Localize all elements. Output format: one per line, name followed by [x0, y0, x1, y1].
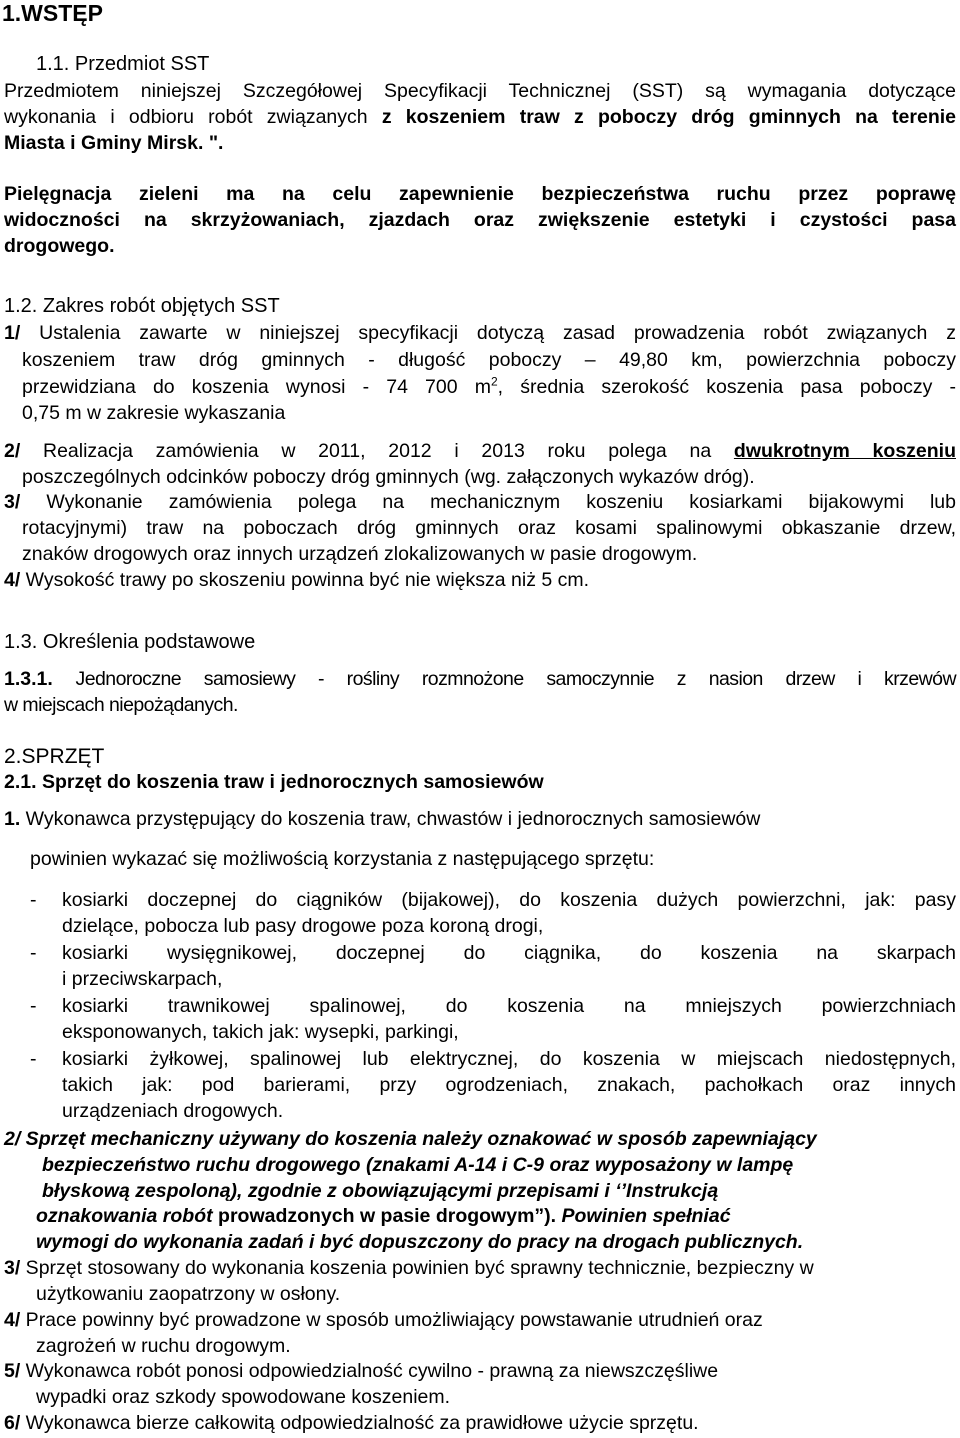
list-item-line: 2/ Sprzęt mechaniczny używany do koszenia należy oznakować w sposób zapewniający [4, 1128, 817, 1150]
list-item-line: 1/ Ustalenia zawarte w niniejszej specyfikacji dotyczą zasad prowadzenia robót związanych z [4, 322, 956, 344]
list-item-line: powinien wykazać się możliwością korzystania z następującego sprzętu: [30, 848, 655, 870]
list-item-line: znaków drogowych oraz innych urządzeń zlokalizowanych w pasie drogowym. [22, 543, 698, 565]
list-item-line: 4/ Prace powinny być prowadzone w sposób umożliwiający powstawanie utrudnień oraz [4, 1309, 763, 1331]
section-heading-wstep: 1.WSTĘP [2, 0, 103, 26]
paragraph-line: Pielęgnacja zieleni ma na celu zapewnienie bezpieczeństwa ruchu przez poprawę [4, 183, 956, 205]
definition-line: w miejscach niepożądanych. [4, 694, 238, 716]
bullet-line: kosiarki doczepnej do ciągników (bijakowej), do koszenia dużych powierzchni, jak: pasy [62, 889, 956, 911]
section-heading-sprzet: 2.SPRZĘT [4, 745, 105, 768]
list-item-line: poszczególnych odcinków poboczy dróg gminnych (wg. załączonych wykazów dróg). [22, 466, 755, 488]
list-item-line: 3/ Wykonanie zamówienia polega na mechanicznym koszeniu kosiarkami bijakowymi lub [4, 491, 956, 513]
bullet-line: kosiarki żyłkowej, spalinowej lub elektrycznej, do koszenia w miejscach niedostępnych, [62, 1048, 956, 1070]
list-item-line: użytkowaniu zaopatrzony w osłony. [36, 1283, 341, 1305]
list-item-line: zagrożeń w ruchu drogowym. [36, 1335, 291, 1357]
subsection-title-sprzet-koszenia: 2.1. Sprzęt do koszenia traw i jednorocznych samosiewów [4, 771, 544, 793]
paragraph-line: Miasta i Gminy Mirsk. ". [4, 132, 224, 154]
list-item-line: 4/ Wysokość trawy po skoszeniu powinna być nie większa niż 5 cm. [4, 569, 590, 591]
list-item-line: błyskową zespoloną), zgodnie z obowiązującymi przepisami i ‘’Instrukcją [42, 1180, 719, 1202]
paragraph-line: widoczności na skrzyżowaniach, zjazdach oraz zwiększenie estetyki i czystości pasa [4, 209, 956, 231]
bullet-dash: - [30, 942, 37, 964]
definition-line: 1.3.1. Jednoroczne samosiewy - rośliny rozmnożone samoczynnie z nasion drzew i krzewów [4, 668, 956, 690]
bullet-line: urządzeniach drogowych. [62, 1100, 284, 1122]
bullet-dash: - [30, 995, 37, 1017]
bullet-line: takich jak: pod barierami, przy ogrodzeniach, znakach, pachołkach oraz innych [62, 1074, 956, 1096]
list-item-line: 0,75 m w zakresie wykaszania [22, 402, 286, 424]
subsection-title-zakres: 1.2. Zakres robót objętych SST [4, 295, 280, 317]
bullet-line: kosiarki wysięgnikowej, doczepnej do ciągnika, do koszenia na skarpach [62, 942, 956, 964]
subsection-title-przedmiot: 1.1. Przedmiot SST [36, 53, 210, 75]
subsection-title-okreslenia: 1.3. Określenia podstawowe [4, 631, 256, 653]
paragraph-line: drogowego. [4, 235, 115, 257]
paragraph-line: Przedmiotem niniejszej Szczegółowej Specyfikacji Technicznej (SST) są wymagania dotyczące [4, 80, 956, 102]
list-item-line: bezpieczeństwo ruchu drogowego (znakami A-14 i C-9 oraz wyposażony w lampę [42, 1154, 794, 1176]
bullet-dash: - [30, 1048, 37, 1070]
list-item-line: 1. Wykonawca przystępujący do koszenia traw, chwastów i jednorocznych samosiewów [4, 808, 761, 830]
bullet-line: dzielące, pobocza lub pasy drogowe poza koroną drogi, [62, 915, 544, 937]
bullet-line: eksponowanych, takich jak: wysepki, parkingi, [62, 1021, 459, 1043]
list-item-line: wymogi do wykonania zadań i być dopuszczony do pracy na drogach publicznych. [36, 1231, 804, 1253]
list-item-line: 3/ Sprzęt stosowany do wykonania koszenia powinien być sprawny technicznie, bezpieczny w [4, 1257, 814, 1279]
list-item-line: oznakowania robót prowadzonych w pasie drogowym”). Powinien spełniać [36, 1205, 731, 1227]
list-item-line: 5/ Wykonawca robót ponosi odpowiedzialność cywilno - prawną za niewszczęśliwe [4, 1360, 719, 1382]
list-item-line: wypadki oraz szkody spowodowane koszeniem. [36, 1386, 451, 1408]
list-item-line: 2/ Realizacja zamówienia w 2011, 2012 i 2013 roku polega na dwukrotnym koszeniu [4, 440, 956, 462]
list-item-line: przewidziana do koszenia wynosi - 74 700 $m^2$, średnia szerokość koszenia pasa poboczy - [22, 374, 957, 398]
bullet-dash: - [30, 889, 37, 911]
list-item-line: rotacyjnymi) traw na poboczach dróg gminnych oraz kosami spalinowymi obkaszanie drzew, [22, 517, 956, 539]
paragraph-line: wykonania i odbioru robót związanych z koszeniem traw z poboczy dróg gminnych na terenie [4, 106, 956, 128]
bullet-line: kosiarki trawnikowej spalinowej, do koszenia na mniejszych powierzchniach [62, 995, 956, 1017]
bullet-line: i przeciwskarpach, [62, 968, 223, 990]
list-item-line: 6/ Wykonawca bierze całkowitą odpowiedzialność za prawidłowe użycie sprzętu. [4, 1412, 699, 1434]
list-item-line: koszeniem traw dróg gminnych - długość poboczy – 49,80 km, powierzchnia poboczy [22, 349, 956, 371]
